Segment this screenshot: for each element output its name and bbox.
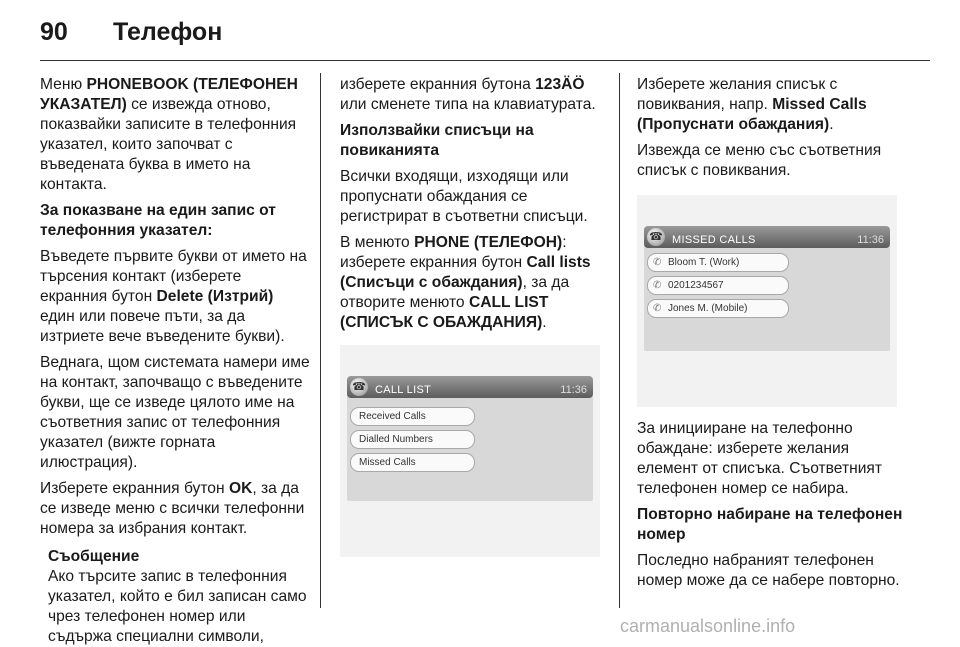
paragraph-redial: Последно набраният телефонен номер може да се набере повторно.: [637, 552, 900, 589]
list-item[interactable]: [647, 253, 789, 272]
page-title: Телефон: [113, 18, 223, 46]
screen-title-bar: [347, 376, 593, 398]
call-list-screenshot: [340, 345, 600, 557]
phone-icon: ☎: [350, 378, 368, 396]
paragraph-call-lists: Всички входящи, изходящи или пропуснати обаждания се регистрират в съответни списъци.: [340, 168, 588, 225]
note-box: [40, 547, 312, 647]
heading-text: За показване на един запис от телефонния указател:: [40, 202, 276, 239]
screen-title: MISSED CALLS: [672, 234, 756, 246]
text: един или повече пъти, за да изтриете вече въведените букви).: [40, 308, 285, 345]
column-divider-2: [619, 73, 620, 608]
text: Изберете желания списък с повиквания, напр.: [637, 76, 838, 113]
note-text: Ако търсите запис в телефонния указател, който е бил записан само чрез телефонен номер или съдържа специални символи,: [48, 568, 307, 645]
list-item[interactable]: Missed Calls: [350, 453, 475, 472]
handset-icon: ✆: [653, 280, 662, 291]
paragraph-select-list: [637, 75, 907, 135]
paragraph-system-finds: Веднага, щом системата намери име на контакт, започващо с въведените букви, ще се изведе цялото име на съответния запис от телефонния указател (вижте горната илюстрация).: [40, 354, 310, 471]
item-label: Bloom T. (Work): [668, 257, 740, 268]
button-name: Delete (Изтрий): [156, 288, 274, 305]
section-heading: Повторно набиране на телефонен номер: [637, 506, 903, 543]
paragraph-phonebook-menu: [40, 75, 312, 195]
paragraph-phone-menu: [340, 233, 610, 333]
text: .: [829, 116, 834, 133]
list-item[interactable]: Dialled Numbers: [350, 430, 475, 449]
list-item[interactable]: [647, 299, 789, 318]
column-1: [40, 75, 312, 647]
page-number: 90: [40, 18, 68, 46]
phone-icon: ☎: [647, 228, 665, 246]
paragraph-keyboard: [340, 75, 610, 115]
screen-title: CALL LIST: [375, 384, 432, 396]
handset-icon: ✆: [653, 303, 662, 314]
section-heading: Използвайки списъци на повиканията: [340, 122, 534, 159]
column-divider-1: [320, 73, 321, 608]
section-heading: [40, 201, 312, 241]
note-title: Съобщение: [48, 548, 140, 565]
paragraph-enter-letters: [40, 247, 312, 347]
text: Меню: [40, 76, 87, 93]
text: изберете екранния бутона: [340, 76, 536, 93]
text: се извежда отново, показвайки записите в телефонния указател, които започват с въведената буква в името на контакта.: [40, 96, 297, 193]
item-label: 0201234567: [668, 280, 724, 291]
text: , за да отворите менюто: [340, 274, 570, 311]
screen-clock: 11:36: [857, 234, 884, 246]
text: или сменете типа на клавиатурата.: [340, 96, 596, 113]
text: В менюто: [340, 234, 415, 251]
button-name: 123ÄÖ: [535, 76, 585, 93]
button-name: Missed Calls (Пропуснати обаждания): [637, 96, 867, 133]
column-3: [637, 75, 907, 597]
text: , за да се изведе меню с всички телефонни номера за избрания контакт.: [40, 480, 305, 537]
missed-calls-screenshot: [637, 195, 897, 407]
text: Въведете първите букви от името на търсения контакт (изберете екранния бутон: [40, 248, 307, 305]
menu-name: CALL LIST (СПИСЪК С ОБАЖДАНИЯ): [340, 294, 549, 331]
column-2: [340, 75, 610, 569]
button-name: Call lists (Списъци с обаждания): [340, 254, 591, 291]
screen-clock: 11:36: [560, 384, 587, 396]
menu-name: PHONE (ТЕЛЕФОН): [414, 234, 563, 251]
text: Изберете екранния бутон: [40, 480, 229, 497]
list-item[interactable]: Received Calls: [350, 407, 475, 426]
paragraph-initiate-call: За иницииране на телефонно обаждане: изберете желания елемент от списъка. Съответният телефонен номер се набира.: [637, 420, 882, 497]
header-divider: [40, 60, 930, 61]
handset-icon: ✆: [653, 257, 662, 268]
text: : изберете екранния бутон: [340, 234, 567, 271]
button-name: OK: [228, 480, 253, 497]
screen-title-bar: [644, 226, 890, 248]
text: .: [542, 314, 547, 331]
watermark: carmanualsonline.info: [620, 616, 796, 636]
menu-name: PHONEBOOK (ТЕЛЕФОНЕН УКАЗАТЕЛ): [40, 76, 298, 113]
list-item[interactable]: [647, 276, 789, 295]
paragraph-menu-shown: Извежда се меню със съответния списък с повиквания.: [637, 142, 882, 179]
item-label: Jones M. (Mobile): [668, 303, 748, 314]
paragraph-select-ok: [40, 479, 312, 539]
